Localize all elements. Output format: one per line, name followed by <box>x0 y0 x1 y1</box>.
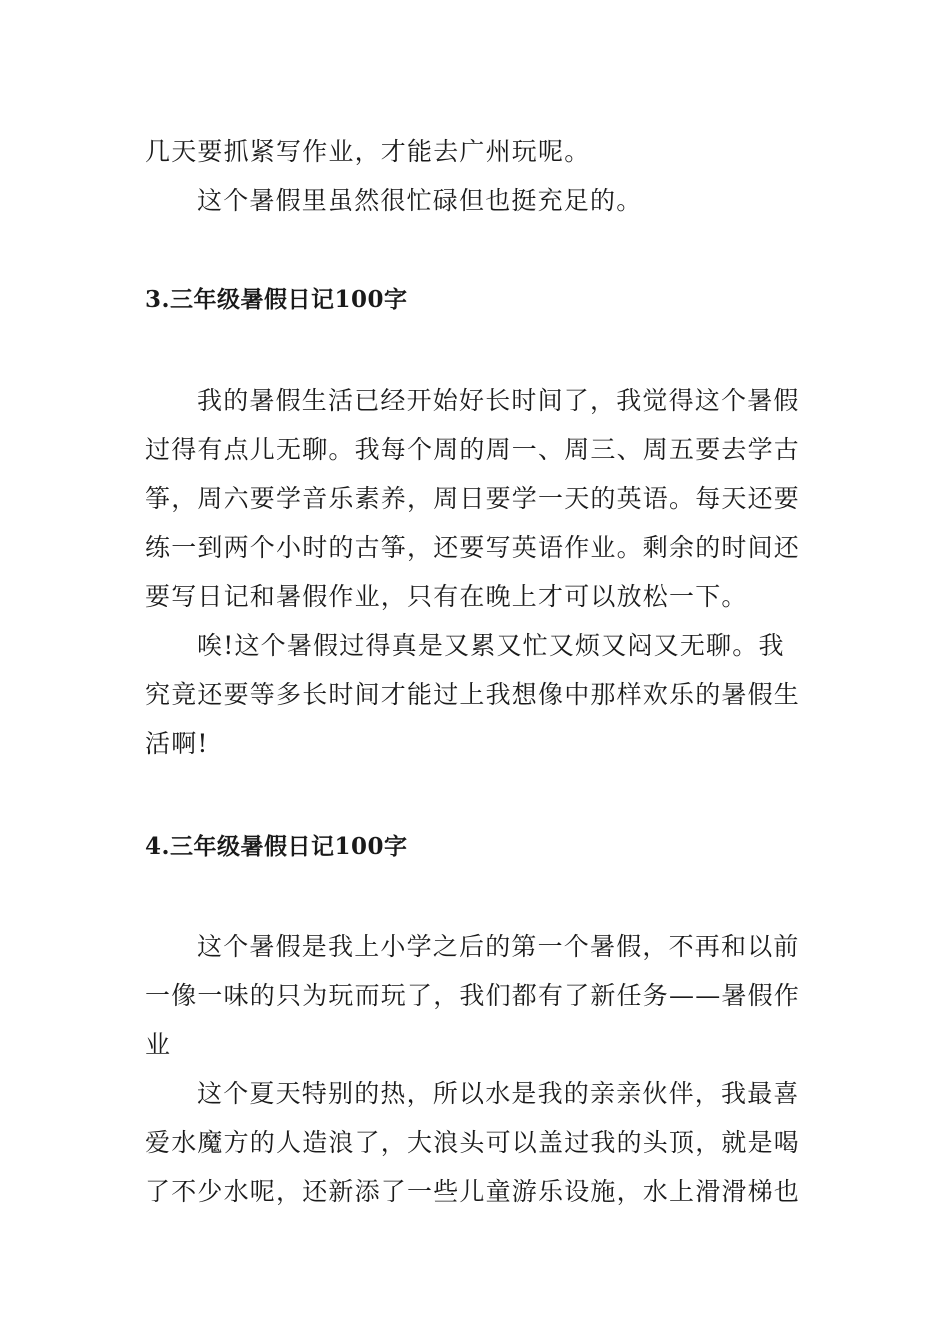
section-3-paragraph-2: 唉!这个暑假过得真是又累又忙又烦又闷又无聊。我究竟还要等多长时间才能过上我想像中那样欢乐的暑假生活啊! <box>145 631 801 758</box>
section-heading-4: 4.三年级暑假日记100字 <box>145 833 408 860</box>
section-4-paragraph-2: 这个夏天特别的热，所以水是我的亲亲伙伴，我最喜爱水魔方的人造浪了，大浪头可以盖过我的头顶，就是喝了不少水呢，还新添了一些儿童游乐设施，水上滑滑梯也 <box>145 1079 801 1206</box>
paragraph-summary: 这个暑假里虽然很忙碌但也挺充足的。 <box>197 186 643 215</box>
section-heading-3: 3.三年级暑假日记100字 <box>145 286 408 313</box>
section-3-paragraph-1: 我的暑假生活已经开始好长时间了，我觉得这个暑假过得有点儿无聊。我每个周的周一、周三、周五要去学古筝，周六要学音乐素养，周日要学一天的英语。每天还要练一到两个小时的古筝，还要写英语作业。剩余的时间还要写日记和暑假作业，只有在晚上才可以放松一下。 <box>145 386 801 611</box>
section-4-paragraph-1: 这个暑假是我上小学之后的第一个暑假，不再和以前一像一味的只为玩而玩了，我们都有了新任务——暑假作业 <box>145 932 801 1059</box>
paragraph-continued: 几天要抓紧写作业，才能去广州玩呢。 <box>145 137 591 166</box>
